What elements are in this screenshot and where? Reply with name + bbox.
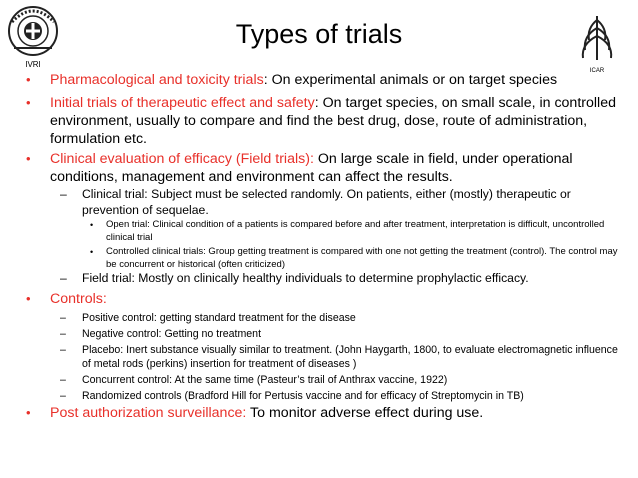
control-positive [60, 311, 620, 325]
subsub-controlled-trial [90, 246, 630, 271]
control-concurrent [60, 373, 620, 387]
control-text: Placebo: Inert substance visually similar to treatment. (John Haygarth, 1800, to evaluate electromagnetic influence of metal rods (perkins) insertion for treatment of diseases ) [82, 344, 618, 370]
logo-left-text: IVRI [25, 60, 41, 69]
bullet-text: : On experimental animals or on target species [263, 72, 558, 88]
dash-icon: – [60, 271, 67, 285]
small-bullet-icon: • [90, 247, 94, 257]
dash-icon: – [60, 344, 66, 356]
bullet-icon: • [26, 95, 31, 110]
bullet-text: To monitor adverse effect during use. [246, 405, 484, 421]
bullet-icon: • [26, 151, 31, 166]
sub-clinical-trial [60, 187, 620, 218]
sub-text: Field trial: Mostly on clinically healthy individuals to determine prophylactic efficacy. [82, 271, 529, 285]
bullet-icon: • [26, 291, 31, 306]
bullet-pharmacological [26, 71, 616, 89]
logo-right-text: ICAR [589, 68, 605, 74]
dash-icon: – [60, 312, 66, 324]
bullet-controls [26, 290, 616, 308]
bullet-text: : On target species, on small scale, in controlled environment, usually to compare and find the best drug, dose, route of administration, formulation etc. [50, 95, 616, 147]
control-text: Positive control: getting standard treatment for the disease [82, 312, 356, 324]
subsub-text: Open trial: Clinical condition of a patients is compared before and after treatment, interpretation is difficult, uncontrolled clinical trial [106, 219, 605, 243]
bullet-icon: • [26, 72, 31, 87]
control-negative [60, 327, 620, 341]
control-text: Randomized controls (Bradford Hill for Pertusis vaccine and for efficacy of Streptomycin in TB) [82, 390, 524, 402]
bullet-label: Initial trials of therapeutic effect and safety [50, 95, 315, 111]
bullet-text: On large scale in field, under operational conditions, management and environment can affect the results. [50, 151, 573, 185]
bullet-initial-trials [26, 94, 616, 148]
bullet-post-authorization [26, 404, 616, 422]
bullet-clinical-evaluation [26, 150, 616, 186]
bullet-label: Pharmacological and toxicity trials [50, 72, 264, 88]
dash-icon: – [60, 187, 67, 201]
bullet-label: Controls: [50, 291, 107, 307]
control-text: Concurrent control: At the same time (Pasteur’s trail of Anthrax vaccine, 1922) [82, 374, 448, 386]
dash-icon: – [60, 328, 66, 340]
sub-field-trial [60, 271, 620, 287]
control-randomized [60, 389, 620, 403]
sub-text: Clinical trial: Subject must be selected randomly. On patients, either (mostly) therapeutic or prevention of sequelae. [82, 187, 571, 217]
small-bullet-icon: • [90, 220, 94, 230]
control-placebo [60, 343, 620, 371]
control-text: Negative control: Getting no treatment [82, 328, 262, 340]
bullet-icon: • [26, 405, 31, 420]
bullet-label: Clinical evaluation of efficacy (Field trials): [50, 151, 314, 167]
dash-icon: – [60, 390, 66, 402]
slide-title: Types of trials [235, 19, 403, 49]
subsub-open-trial [90, 219, 630, 244]
subsub-text: Controlled clinical trials: Group getting treatment is compared with one not getting the treatment (control). The control may be concurrent or historical (often criticized) [106, 246, 618, 270]
bullet-label: Post authorization surveillance: [50, 405, 247, 421]
dash-icon: – [60, 374, 66, 386]
